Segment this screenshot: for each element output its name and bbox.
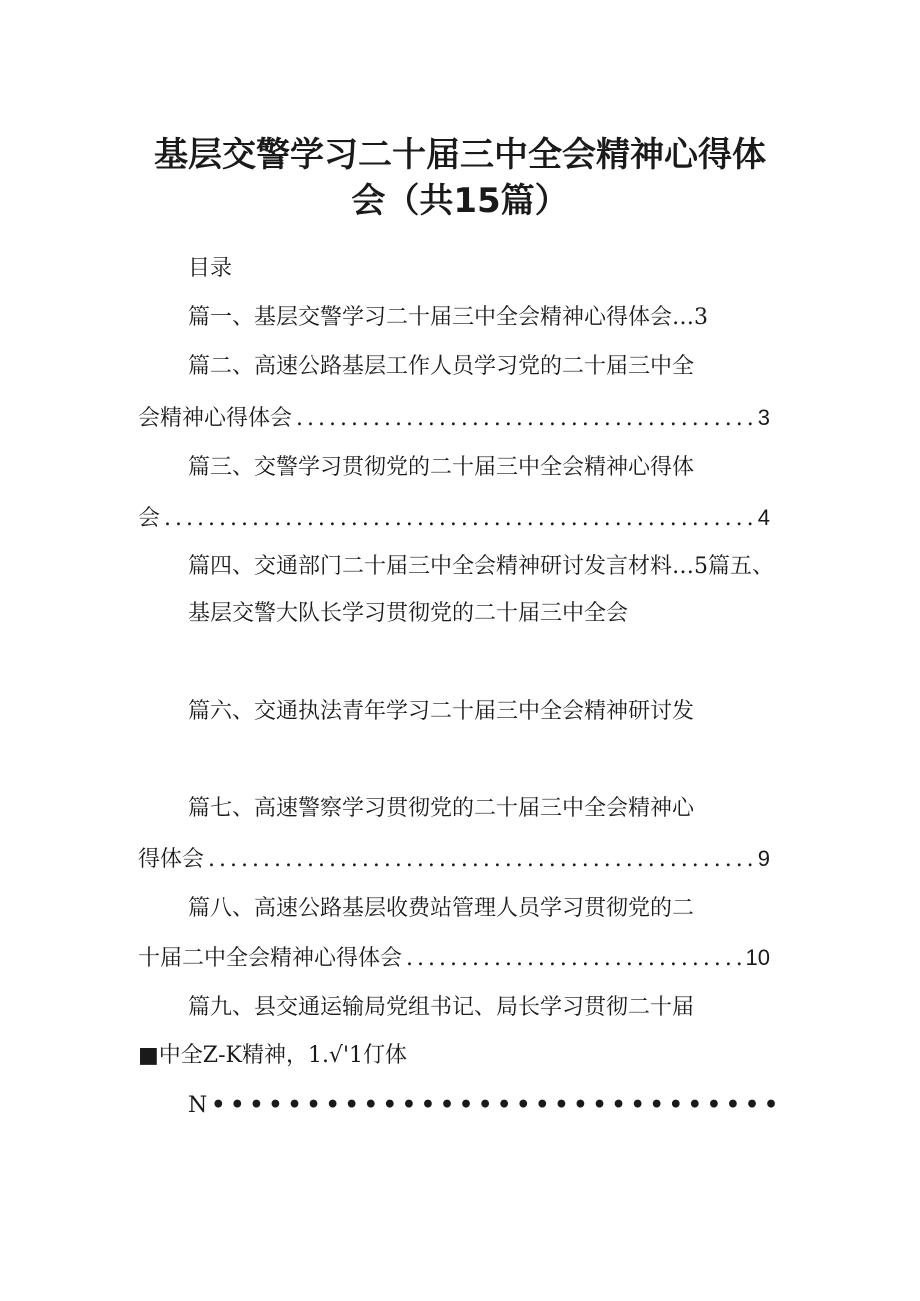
toc-entry-6: 篇六、交通执法青年学习二十届三中全会精神研讨发	[188, 699, 695, 724]
document-title-line-1: 基层交警学习二十届三中全会精神心得体	[154, 135, 766, 175]
toc-entry-4-line-2: 基层交警大队长学习贯彻党的二十届三中全会	[188, 601, 629, 626]
toc-entry-7-line-2	[138, 844, 770, 875]
dot-leader	[208, 845, 754, 875]
toc-entry-8-page: 10	[745, 945, 770, 970]
bullet-leader	[211, 1090, 780, 1120]
toc-entry-7-line-1: 篇七、高速警察学习贯彻党的二十届三中全会精神心	[188, 796, 695, 821]
toc-entry-3-text: 会	[138, 506, 161, 531]
toc-entry-2-line-2	[138, 403, 770, 434]
toc-entry-7-page: 9	[757, 846, 770, 871]
dot-leader	[406, 944, 742, 974]
toc-entry-9-line-1: 篇九、县交通运输局党组书记、局长学习贯彻二十届	[188, 995, 695, 1020]
dot-leader	[164, 504, 754, 534]
toc-entry-8-line-1: 篇八、高速公路基层收费站管理人员学习贯彻党的二	[188, 896, 695, 921]
document-title-line-2: 会（共15篇）	[351, 181, 569, 221]
bottom-marker: N	[188, 1093, 208, 1118]
toc-entry-7-text: 得体会	[138, 847, 205, 872]
toc-entry-3-line-2	[138, 503, 770, 534]
toc-entry-2-text: 会精神心得体会	[138, 406, 293, 431]
toc-entry-3-line-1: 篇三、交警学习贯彻党的二十届三中全会精神心得体	[188, 455, 695, 480]
toc-entry-8-line-2	[138, 943, 770, 974]
toc-entry-1: 篇一、基层交警学习二十届三中全会精神心得体会…3	[188, 305, 708, 330]
toc-entry-4-line-1: 篇四、交通部门二十届三中全会精神研讨发言材料…5篇五、	[188, 554, 774, 579]
toc-entry-2-page: 3	[757, 405, 770, 430]
toc-entry-9-line-2: ■中全Z-K精神，1.√'1仃体	[138, 1043, 407, 1068]
toc-entry-2-line-1: 篇二、高速公路基层工作人员学习党的二十届三中全	[188, 354, 695, 379]
toc-entry-3-page: 4	[757, 505, 770, 530]
toc-entry-8-text: 十届二中全会精神心得体会	[138, 946, 403, 971]
dot-leader	[296, 404, 754, 434]
toc-bottom-row	[188, 1090, 780, 1121]
toc-heading: 目录	[188, 256, 233, 281]
